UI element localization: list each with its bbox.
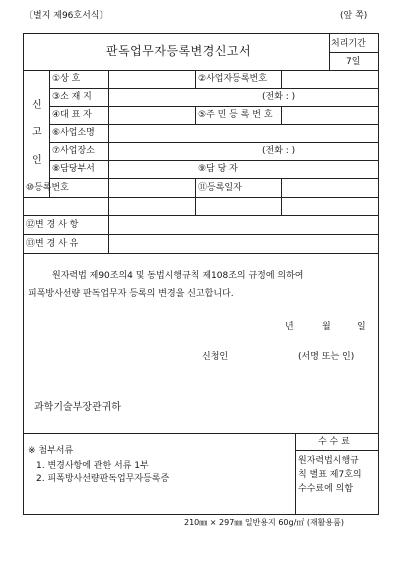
input-resident-no[interactable] <box>282 107 378 123</box>
signature-field[interactable] <box>232 348 292 364</box>
input-change-reason[interactable] <box>109 235 378 252</box>
label-reg-date: ⑪등록일자 <box>198 183 242 193</box>
form-title: 판독업무자등록변경신고서 <box>106 44 252 58</box>
input-change-items[interactable] <box>109 216 378 233</box>
label-biz-place: ⑦사업장소 <box>52 146 95 156</box>
input-address[interactable] <box>109 89 259 105</box>
attachment-item-1: 1. 변경사항에 관한 서류 1부 <box>36 461 149 471</box>
date-day: 일 <box>357 322 366 332</box>
attachment-item-2: 2. 피폭방사선량판독업무자등록증 <box>36 474 170 484</box>
label-name: ①상 호 <box>52 74 81 84</box>
signature-label: (서명 또는 인) <box>298 352 355 362</box>
label-change-items: ⑫변 경 사 항 <box>26 220 79 230</box>
input-reg-date[interactable] <box>282 179 378 196</box>
group-char-3: 인 <box>32 155 42 166</box>
page-side-label: (앞 쪽) <box>340 11 368 21</box>
paper-spec: 210㎜ × 297㎜ 일반용지 60g/㎡ (재활용품) <box>184 518 344 527</box>
label-dept: ⑧담당부서 <box>52 164 95 174</box>
label-representative: ④대 표 자 <box>52 110 92 120</box>
group-char-1: 신 <box>32 100 42 111</box>
input-name[interactable] <box>109 71 194 87</box>
statement-line-1: 원자력법 제90조의4 및 동법시행규칙 제108조의 규정에 의하여 <box>52 271 304 281</box>
label-biz-reg-no: ②사업자등록번호 <box>198 74 267 84</box>
label-resident-no: ⑤주 민 등 록 번 호 <box>198 110 273 120</box>
applicant-label: 신청인 <box>202 352 229 362</box>
fee-line-1: 원자력법시행규 <box>298 456 359 466</box>
fee-line-2: 칙 별표 제7호의 <box>298 470 362 480</box>
input-biz-reg-no[interactable] <box>282 71 378 87</box>
fee-line-3: 수수료에 의함 <box>298 484 354 494</box>
biz-place-phone: (전화 : ) <box>262 146 296 156</box>
input-dept[interactable] <box>109 161 194 177</box>
input-biz-place[interactable] <box>109 143 259 159</box>
group-char-2: 고 <box>32 127 42 138</box>
address-phone: (전화 : ) <box>262 92 296 102</box>
label-person: ⑨담 당 자 <box>198 164 238 174</box>
statement-line-2: 피폭방사선량 판독업무자 등록의 변경을 신고합니다. <box>28 289 234 299</box>
date-year: 년 <box>285 322 294 332</box>
input-biz-name[interactable] <box>109 125 378 141</box>
addressee: 과학기술부장관귀하 <box>34 402 121 413</box>
label-change-reason: ⑬변 경 사 유 <box>26 239 79 249</box>
label-address: ③소 재 지 <box>52 92 92 102</box>
processing-period-label: 처리기간 <box>331 39 366 49</box>
label-biz-name: ⑥사업소명 <box>52 128 95 138</box>
input-reg-no[interactable] <box>109 179 194 196</box>
form-number: 〔별지 제96호서식〕 <box>24 11 109 21</box>
date-month: 월 <box>322 322 331 332</box>
label-reg-no: ⑩등록번호 <box>26 183 69 193</box>
attachments-heading: ※ 첨부서류 <box>28 446 74 456</box>
fee-heading: 수 수 료 <box>318 437 350 447</box>
input-person[interactable] <box>282 161 378 177</box>
input-representative[interactable] <box>109 107 194 123</box>
processing-period-value: 7일 <box>346 57 361 67</box>
